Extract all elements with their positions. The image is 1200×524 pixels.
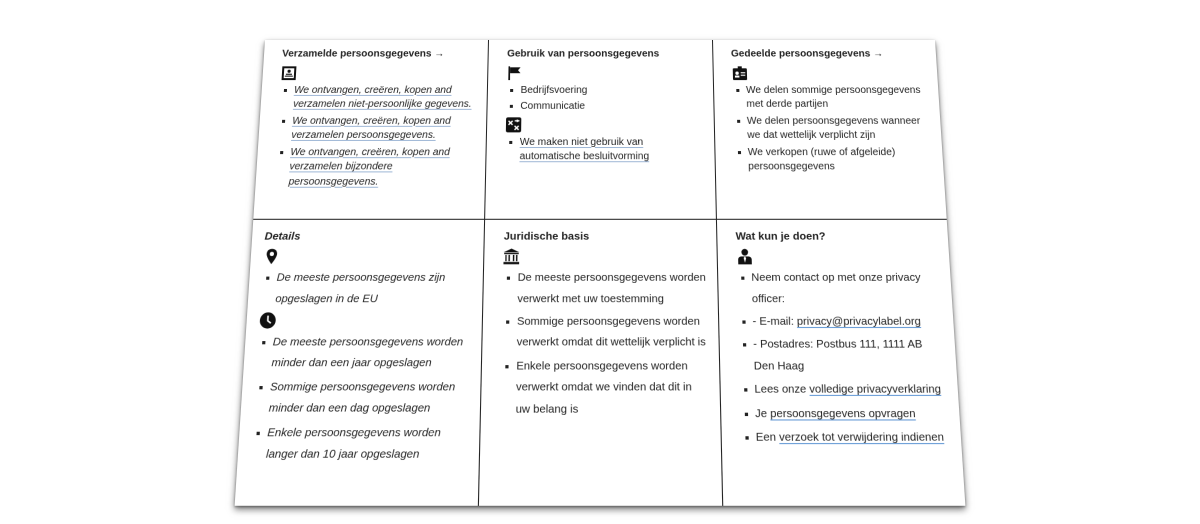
list-item: We ontvangen, creëren, kopen and verzamelen niet-persoonlijke gegevens. (279, 84, 478, 113)
list-item: Communicatie (506, 100, 703, 114)
list-item: Sommige persoonsgegevens worden verwerkt omdat dit wettelijk verplicht is (502, 312, 708, 354)
list-item: We maken niet gebruik van automatische besluitvorming (505, 135, 704, 164)
legal-basis-title: Juridische basis (503, 230, 590, 243)
list-item: We ontvangen, creëren, kopen and verzamelen bijzondere persoonsgegevens. (274, 145, 476, 189)
collected-section (253, 40, 488, 219)
list-item: Bedrijfsvoering (506, 84, 703, 98)
list-item (736, 268, 942, 309)
legal-basis-section (478, 219, 722, 506)
collected-title[interactable]: Verzamelde persoonsgegevens → (281, 48, 445, 60)
actions-title: Wat kun je doen? (735, 230, 826, 243)
legal-basis-list (500, 268, 709, 420)
privacy-label-card (235, 40, 966, 506)
actions-list (736, 268, 950, 449)
list-item (738, 335, 946, 377)
list-item: De meeste persoonsgegevens worden verwerkt met uw toestemming (502, 268, 707, 309)
usage-list-2 (505, 135, 704, 164)
clock-icon (259, 312, 277, 329)
list-item: We delen sommige persoonsgegevens met derde partijen (732, 84, 930, 113)
officer-icon (736, 248, 753, 265)
collected-list (274, 84, 478, 190)
automation-icon (506, 116, 523, 132)
privacy-label-grid (235, 40, 966, 506)
details-section (235, 219, 485, 506)
postal-address: - Postadres: Postbus 111, 1111 AB Den Haag (753, 338, 923, 373)
list-item: De meeste persoonsgegevens zijn opgeslagen in de EU (260, 268, 473, 309)
list-item: We verkopen (ruwe of afgeleide) persoonsgegevens (733, 145, 933, 174)
list-item: Enkele persoonsgegevens worden langer dan 10 jaar opgeslagen (250, 422, 469, 466)
usage-list (506, 84, 703, 115)
id-document-icon (280, 65, 297, 81)
list-item: - E-mail: privacy@privacylabel.org (738, 312, 944, 333)
details-title: Details (264, 230, 301, 243)
location-pin-icon (263, 248, 281, 265)
list-item: We delen persoonsgegevens wanneer we dat wettelijk verplicht zijn (733, 114, 932, 143)
list-item: De meeste persoonsgegevens worden minder dan een jaar opgeslagen (256, 332, 471, 374)
privacy-statement-link[interactable]: volledige privacyverklaring (809, 383, 942, 397)
actions-section (716, 219, 966, 506)
list-item: We ontvangen, creëren, kopen and verzamelen persoonsgegevens. (277, 114, 477, 143)
contact-text: Neem contact op met onze privacy officer: (751, 271, 921, 306)
courthouse-icon (503, 248, 520, 265)
details-list-2 (250, 332, 471, 466)
id-card-icon (731, 65, 748, 81)
deletion-request-link[interactable]: verzoek tot verwijdering indienen (778, 430, 945, 445)
details-list (260, 268, 473, 309)
shared-list (732, 84, 934, 175)
shared-section (712, 40, 947, 219)
list-item: Je persoonsgegevens opvragen (740, 403, 949, 425)
usage-section (484, 40, 715, 219)
list-item: Enkele persoonsgegevens worden verwerkt omdat we vinden dat dit in uw belang is (500, 356, 709, 420)
list-item: Een verzoek tot verwijdering indienen (741, 427, 951, 449)
request-data-link[interactable]: persoonsgegevens opvragen (770, 406, 916, 421)
email-link[interactable]: privacy@privacylabel.org (796, 315, 922, 329)
list-item: Lees onze volledige privacyverklaring (739, 380, 948, 402)
flag-icon (507, 65, 523, 81)
list-item: Sommige persoonsgegevens worden minder dan een dag opgeslagen (253, 377, 470, 420)
usage-title: Gebruik van persoonsgegevens (506, 48, 660, 60)
shared-title[interactable]: Gedeelde persoonsgegevens → (730, 48, 884, 60)
